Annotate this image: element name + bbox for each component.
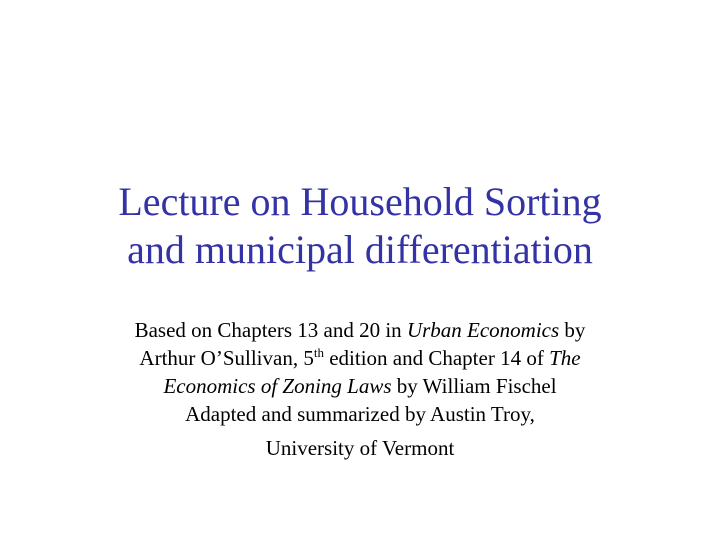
- book-title-urban-economics: Urban Economics: [406, 318, 560, 342]
- subtitle-line-3: [60, 372, 660, 400]
- slide-title: [40, 178, 680, 274]
- subtitle-text: Arthur O’Sullivan, 5: [139, 346, 314, 370]
- subtitle-text: by: [559, 318, 586, 342]
- subtitle-text: by William Fischel: [391, 374, 557, 398]
- title-line-1: Lecture on Household Sorting: [118, 179, 602, 224]
- subtitle-line-4: Adapted and summarized by Austin Troy,: [185, 402, 535, 426]
- title-line-2: and municipal differentiation: [127, 227, 593, 272]
- subtitle-line-1: [60, 316, 660, 344]
- book-title-the: The: [549, 346, 581, 370]
- subtitle-line-2: [60, 344, 660, 372]
- book-title-zoning-laws: Economics of Zoning Laws: [163, 374, 392, 398]
- subtitle-text: edition and Chapter 14 of: [323, 346, 550, 370]
- subtitle-text: Based on Chapters 13 and 20 in: [134, 318, 407, 342]
- slide-subtitle: [60, 316, 660, 462]
- subtitle-line-5: University of Vermont: [265, 436, 455, 460]
- superscript-th: th: [313, 345, 324, 360]
